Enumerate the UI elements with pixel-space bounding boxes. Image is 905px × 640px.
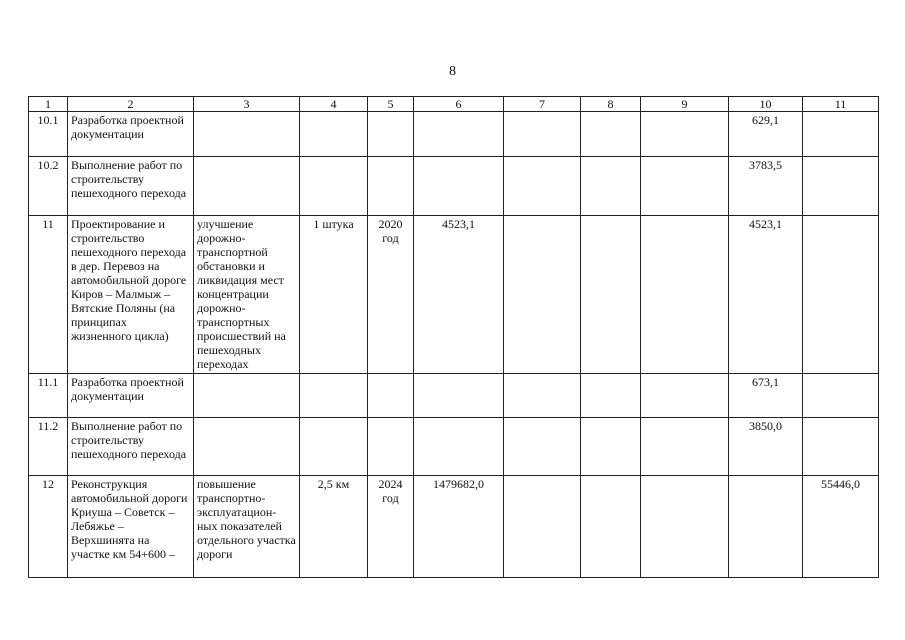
column-header: 7 bbox=[504, 97, 581, 112]
row-col11 bbox=[803, 112, 879, 157]
row-col6 bbox=[414, 112, 504, 157]
row-col6 bbox=[414, 157, 504, 216]
row-quantity bbox=[300, 157, 368, 216]
row-goal bbox=[194, 374, 300, 418]
row-quantity: 2,5 км bbox=[300, 476, 368, 578]
row-col9 bbox=[641, 216, 729, 374]
row-number: 12 bbox=[29, 476, 68, 578]
row-col11 bbox=[803, 157, 879, 216]
column-header: 2 bbox=[68, 97, 194, 112]
row-name: Реконструкция автомобильной дороги Криуша – Советск – Лебяжье – Верхшинята на участке км 54+600 – bbox=[68, 476, 194, 578]
row-col11: 55446,0 bbox=[803, 476, 879, 578]
row-col8 bbox=[581, 157, 641, 216]
row-number: 11.1 bbox=[29, 374, 68, 418]
row-year bbox=[368, 418, 414, 476]
column-header: 10 bbox=[729, 97, 803, 112]
row-col8 bbox=[581, 418, 641, 476]
table-row bbox=[29, 216, 879, 374]
row-quantity bbox=[300, 418, 368, 476]
row-name: Разработка проектной документации bbox=[68, 374, 194, 418]
row-col11 bbox=[803, 216, 879, 374]
table-row bbox=[29, 112, 879, 157]
row-col8 bbox=[581, 216, 641, 374]
row-col10: 3783,5 bbox=[729, 157, 803, 216]
column-header: 8 bbox=[581, 97, 641, 112]
row-col9 bbox=[641, 112, 729, 157]
row-col9 bbox=[641, 418, 729, 476]
row-col7 bbox=[504, 216, 581, 374]
row-col11 bbox=[803, 418, 879, 476]
row-col7 bbox=[504, 157, 581, 216]
page-number: 8 bbox=[449, 64, 456, 79]
row-name: Выполнение работ по строительству пешеходного перехода bbox=[68, 418, 194, 476]
row-quantity bbox=[300, 112, 368, 157]
row-name: Разработка проектной документации bbox=[68, 112, 194, 157]
row-quantity: 1 штука bbox=[300, 216, 368, 374]
column-header: 1 bbox=[29, 97, 68, 112]
row-name: Проектирование и строительство пешеходного перехода в дер. Перевоз на автомобильной дороге Киров – Малмыж – Вятские Поляны (на принципах жизненного цикла) bbox=[68, 216, 194, 374]
row-col9 bbox=[641, 374, 729, 418]
row-goal bbox=[194, 112, 300, 157]
row-goal: улучшение дорожно-транспортной обстановки и ликвидация мест концентрации дорожно-транспортных происшествий на пешеходных переходах bbox=[194, 216, 300, 374]
table-row bbox=[29, 418, 879, 476]
header-row bbox=[29, 97, 879, 112]
column-header: 3 bbox=[194, 97, 300, 112]
row-col11 bbox=[803, 374, 879, 418]
row-col10 bbox=[729, 476, 803, 578]
row-col10: 629,1 bbox=[729, 112, 803, 157]
row-col10: 673,1 bbox=[729, 374, 803, 418]
row-year: 2020 год bbox=[368, 216, 414, 374]
row-goal bbox=[194, 418, 300, 476]
row-col10: 4523,1 bbox=[729, 216, 803, 374]
column-header: 4 bbox=[300, 97, 368, 112]
row-year bbox=[368, 157, 414, 216]
row-goal bbox=[194, 157, 300, 216]
column-header: 11 bbox=[803, 97, 879, 112]
row-goal: повышение транспортно-эксплуатацион-ных показателей отдельного участка дороги bbox=[194, 476, 300, 578]
row-col9 bbox=[641, 157, 729, 216]
row-number: 11 bbox=[29, 216, 68, 374]
table-row bbox=[29, 157, 879, 216]
row-col8 bbox=[581, 112, 641, 157]
row-col6 bbox=[414, 374, 504, 418]
data-table bbox=[28, 96, 879, 578]
table-row bbox=[29, 476, 879, 578]
row-number: 11.2 bbox=[29, 418, 68, 476]
row-col7 bbox=[504, 112, 581, 157]
row-col8 bbox=[581, 374, 641, 418]
row-name: Выполнение работ по строительству пешеходного перехода bbox=[68, 157, 194, 216]
row-year bbox=[368, 374, 414, 418]
column-header: 5 bbox=[368, 97, 414, 112]
row-number: 10.1 bbox=[29, 112, 68, 157]
row-quantity bbox=[300, 374, 368, 418]
row-col7 bbox=[504, 418, 581, 476]
row-col6: 4523,1 bbox=[414, 216, 504, 374]
row-col7 bbox=[504, 374, 581, 418]
column-header: 9 bbox=[641, 97, 729, 112]
row-col7 bbox=[504, 476, 581, 578]
row-number: 10.2 bbox=[29, 157, 68, 216]
row-year bbox=[368, 112, 414, 157]
row-col6: 1479682,0 bbox=[414, 476, 504, 578]
row-col8 bbox=[581, 476, 641, 578]
row-col9 bbox=[641, 476, 729, 578]
row-col6 bbox=[414, 418, 504, 476]
row-year: 2024 год bbox=[368, 476, 414, 578]
row-col10: 3850,0 bbox=[729, 418, 803, 476]
column-header: 6 bbox=[414, 97, 504, 112]
table-row bbox=[29, 374, 879, 418]
